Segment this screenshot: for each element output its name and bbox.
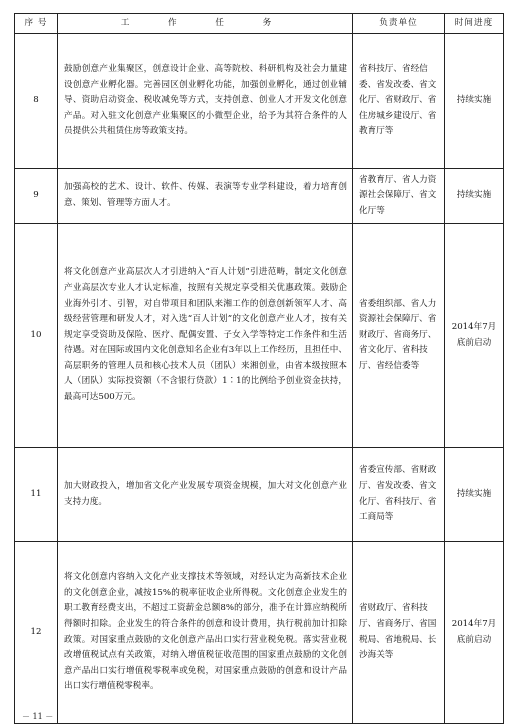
- row-unit: 省委宣传部、省财政厅、省发改委、省文化厅、省科技厅、省工商局等: [353, 448, 445, 542]
- header-no: 序 号: [15, 14, 58, 34]
- header-unit: 负责单位: [353, 14, 445, 34]
- row-task: 将文化创意产业高层次人才引进纳入“百人计划”引进范畴，制定文化创意产业高层次专业人才认定标准，按照有关规定享受相关优惠政策。鼓励企业海外引才、引智，对自带项目和团队来湘工作的创意创新领军人才、高级经营管理和研发人才，对入选“百人计划”的文化创意产业人才，按有关规定享受资助及保险、医疗、配偶安置、子女入学等特定工作条件和生活待遇。对在国际或国内文化创意知名企业有3年以上工作经历，且担任中、高层职务的管理人员和核心技术人员（团队）来湘创业，由省本级按照本人（团队）实际投资额（不含银行贷款）1∶1的比例给予创业资金扶持，最高可达500万元。: [58, 224, 353, 448]
- header-task: 工 作 任 务: [58, 14, 353, 34]
- table-header-row: [15, 14, 504, 34]
- table-row: [15, 542, 504, 724]
- row-task: 加强高校的艺术、设计、软件、传媒、表演等专业学科建设，着力培育创意、策划、管理等方面人才。: [58, 169, 353, 224]
- row-unit: 省委组织部、省人力资源社会保障厅、省财政厅、省商务厅、省文化厅、省科技厅、省经信委等: [353, 224, 445, 448]
- row-task: 鼓励创意产业集聚区，创意设计企业、高等院校、科研机构及社会力量建设创意产业孵化器。完善园区创业孵化功能，加强创业孵化，通过创业辅导、资助启动资金、税收减免等方式，支持创意、创业人才开发文化创意产品。对入驻文化创意产业集聚区的小微型企业，给予为其符合条件的人员提供公共租赁住房等政策支持。: [58, 34, 353, 169]
- task-table: [14, 13, 504, 724]
- row-unit: 省教育厅、省人力资源社会保障厅、省文化厅等: [353, 169, 445, 224]
- row-progress: 持续实施: [445, 448, 504, 542]
- row-progress: 持续实施: [445, 34, 504, 169]
- row-number: 12: [15, 542, 58, 724]
- table-row: [15, 34, 504, 169]
- row-progress: 持续实施: [445, 169, 504, 224]
- row-number: 11: [15, 448, 58, 542]
- row-progress: 2014年7月底前启动: [445, 542, 504, 724]
- row-number: 9: [15, 169, 58, 224]
- row-task: 将文化创意内容纳入文化产业支撑技术等领域，对经认定为高新技术企业的文化创意企业，减按15%的税率征收企业所得税。文化创意企业发生的职工教育经费支出，不超过工资薪金总额8%的部分，准予在计算应纳税所得额时扣除。企业发生的符合条件的创意和设计费用，执行税前加计扣除政策。对国家重点鼓励的文化创意产品出口实行营业税免税。落实营业税改增值税试点有关政策，对纳入增值税征收范围的国家重点鼓励的文化创意产品出口实行增值税零税率或免税，对国家重点鼓励的创意和设计产品出口实行增值税零税率。: [58, 542, 353, 724]
- table-row: [15, 448, 504, 542]
- row-number: 10: [15, 224, 58, 448]
- row-number: 8: [15, 34, 58, 169]
- header-progress: 时间进度: [445, 14, 504, 34]
- row-task: 加大财政投入，增加省文化产业发展专项资金规模，加大对文化创意产业支持力度。: [58, 448, 353, 542]
- table-row: [15, 169, 504, 224]
- row-unit: 省科技厅、省经信委、省发改委、省文化厅、省财政厅、省住房城乡建设厅、省教育厅等: [353, 34, 445, 169]
- page-number: － 11 －: [22, 712, 54, 721]
- row-progress: 2014年7月底前启动: [445, 224, 504, 448]
- row-unit: 省财政厅、省科技厅、省商务厅、省国税局、省地税局、长沙海关等: [353, 542, 445, 724]
- table-row: [15, 224, 504, 448]
